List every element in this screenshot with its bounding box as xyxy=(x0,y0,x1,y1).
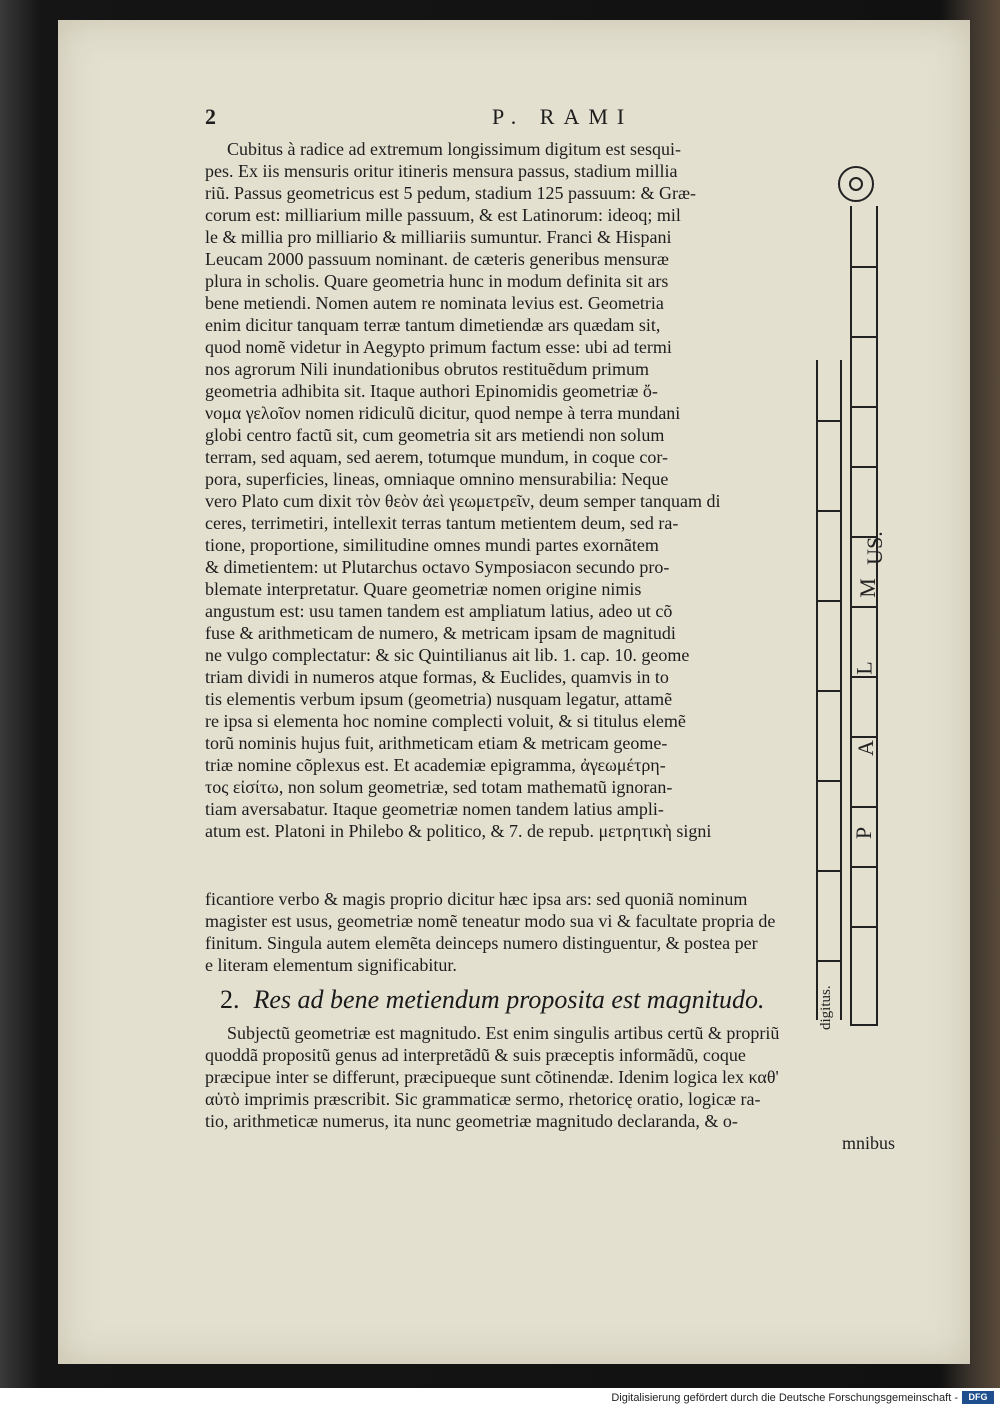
palmus-rod xyxy=(850,206,878,1026)
rod-tick xyxy=(852,676,876,678)
text-line: atum est. Platoni in Philebo & politico, & 7. de repub. μετρητικὴ signi xyxy=(205,821,712,841)
text-line: quod nomẽ videtur in Aegypto primum factum esse: ubi ad termi xyxy=(205,337,672,357)
rod-tick xyxy=(852,866,876,868)
page-header xyxy=(0,104,1000,134)
running-head: P. RAMI xyxy=(492,104,634,129)
text-line: enim dicitur tanquam terræ tantum dimetiendæ ars quædam sit, xyxy=(205,315,661,335)
rod-tick xyxy=(852,336,876,338)
text-line: νομα γελοῖον nomen ridiculũ dicitur, quod nempe à terra mundani xyxy=(205,403,681,423)
text-line: τος εἰσίτω, non solum geometriæ, sed totam mathematũ ignoran- xyxy=(205,777,673,797)
text-line: blemate interpretatur. Quare geometriæ nomen origine nimis xyxy=(205,579,642,599)
footer-text: Digitalisierung gefördert durch die Deutsche Forschungsgemeinschaft - xyxy=(611,1392,958,1404)
text-line: Cubitus à radice ad extremum longissimum digitum est sesqui- xyxy=(227,139,681,159)
text-line: pes. Ex iis mensuris oritur itineris mensura passus, stadium millia xyxy=(205,161,678,181)
catchword: mnibus xyxy=(841,1133,895,1153)
page-number: 2 xyxy=(205,104,216,129)
rod-tick xyxy=(852,606,876,608)
text-line: geometria adhibita sit. Itaque authori Epinomidis geometriæ ὄ- xyxy=(205,381,658,401)
section-text xyxy=(205,1022,895,1154)
text-line: torũ nominis hujus fuit, arithmeticam etiam & metricam geome- xyxy=(205,733,668,753)
rod-letter: P xyxy=(851,826,877,840)
dfg-logo: DFG xyxy=(962,1391,994,1404)
text-line: & dimetientem: ut Plutarchus octavo Symposiacon secundo pro- xyxy=(205,557,670,577)
footer-bar xyxy=(0,1388,1000,1408)
section-title: Res ad bene metiendum proposita est magnitudo. xyxy=(253,985,765,1014)
text-line: magister est usus, geometriæ nomẽ teneatur modo sua vi & facultate propria de xyxy=(205,911,776,931)
rod-tick xyxy=(852,466,876,468)
rod-letter: US. xyxy=(861,531,887,565)
text-line: e literam elementum significabitur. xyxy=(205,955,457,975)
text-line: ne vulgo complectatur: & sic Quintilianus ait lib. 1. cap. 10. geome xyxy=(205,645,690,665)
body-text-continued xyxy=(205,888,895,976)
rod-inner-tick xyxy=(818,870,840,872)
digitus-rod xyxy=(816,360,842,1020)
text-line: tiam aversabatur. Itaque geometriæ nomen tandem latius ampli- xyxy=(205,799,664,819)
rod-tick xyxy=(852,736,876,738)
rod-inner-tick xyxy=(818,510,840,512)
digitus-label: digitus. xyxy=(818,985,834,1030)
text-line: triam dividi in numeros atque formas, & Euclides, quamvis in to xyxy=(205,667,669,687)
text-line: bene metiendi. Nomen autem re nominata levius est. Geometria xyxy=(205,293,664,313)
rod-inner-tick xyxy=(818,420,840,422)
text-line: pora, superficies, lineas, omniaque omnino mensurabilia: Neque xyxy=(205,469,669,489)
text-line: tione, proportione, similitudine omnes mundi partes exornãtem xyxy=(205,535,659,555)
text-line: præcipue inter se differunt, præcipueque sunt cõtinendæ. Idenim logica lex καθ' xyxy=(205,1067,779,1087)
rod-letter: M xyxy=(854,578,880,598)
text-line: riũ. Passus geometricus est 5 pedum, stadium 125 passuum: & Græ- xyxy=(205,183,696,203)
ring-icon xyxy=(838,166,874,202)
text-line: angustum est: usu tamen tandem est ampliatum latius, adeo ut cõ xyxy=(205,601,673,621)
measuring-rods-figure xyxy=(800,160,890,1030)
text-line: finitum. Singula autem elemẽta deinceps numero distinguentur, & postea per xyxy=(205,933,758,953)
text-line: quoddã propositũ genus ad interpretãdũ & suis præceptis informãdũ, coque xyxy=(205,1045,746,1065)
text-line: tio, arithmeticæ numerus, ita nunc geometriæ magnitudo declaranda, & o- xyxy=(205,1111,738,1131)
text-line: le & millia pro milliario & milliariis sumuntur. Franci & Hispani xyxy=(205,227,672,247)
rod-letter: L xyxy=(851,661,877,675)
text-line: Subjectũ geometriæ est magnitudo. Est enim singulis artibus certũ & propriũ xyxy=(227,1023,780,1043)
text-line: corum est: milliarium mille passuum, & est Latinorum: ideoq; mil xyxy=(205,205,681,225)
text-line: ficantiore verbo & magis proprio dicitur hæc ipsa ars: sed quoniã nominum xyxy=(205,889,748,909)
rod-tick xyxy=(852,926,876,928)
text-line: vero Plato cum dixit τὸν θεὸν ἀεὶ γεωμετρεῖν, deum semper tanquam di xyxy=(205,491,721,511)
text-line: re ipsa si elementa hoc nomine complecti voluit, & si titulus elemẽ xyxy=(205,711,686,731)
body-text xyxy=(205,138,795,842)
text-line: fuse & arithmeticam de numero, & metricam ipsam de magnitudi xyxy=(205,623,676,643)
text-line: triæ nomine cõplexus est. Et academiæ epigramma, ἀγεωμέτρη- xyxy=(205,755,666,775)
text-line: Leucam 2000 passuum nominant. de cæteris generibus mensuræ xyxy=(205,249,669,269)
text-line: tis elementis verbum ipsum (geometria) nusquam legatur, attamẽ xyxy=(205,689,673,709)
text-line: αὑτὸ imprimis præscribit. Sic grammaticæ sermo, rhetoricę oratio, logicæ ra- xyxy=(205,1089,761,1109)
rod-inner-tick xyxy=(818,600,840,602)
text-line: ceres, terrimetiri, intellexit terras tantum metientem deum, sed ra- xyxy=(205,513,679,533)
text-line: globi centro factũ sit, cum geometria sit ars metiendi non solum xyxy=(205,425,665,445)
section-number: 2. xyxy=(220,985,240,1014)
rod-tick xyxy=(852,406,876,408)
rod-inner-tick xyxy=(818,780,840,782)
rod-inner-tick xyxy=(818,960,840,962)
text-line: plura in scholis. Quare geometria hunc in modum definita sit ars xyxy=(205,271,669,291)
rod-tick xyxy=(852,806,876,808)
section-heading xyxy=(220,985,780,1015)
text-line: terram, sed aquam, sed aerem, totumque mundum, in coque cor- xyxy=(205,447,668,467)
rod-tick xyxy=(852,266,876,268)
rod-inner-tick xyxy=(818,690,840,692)
rod-letter: A xyxy=(852,740,878,756)
text-line: nos agrorum Nili inundationibus obrutos restituẽdum primum xyxy=(205,359,649,379)
